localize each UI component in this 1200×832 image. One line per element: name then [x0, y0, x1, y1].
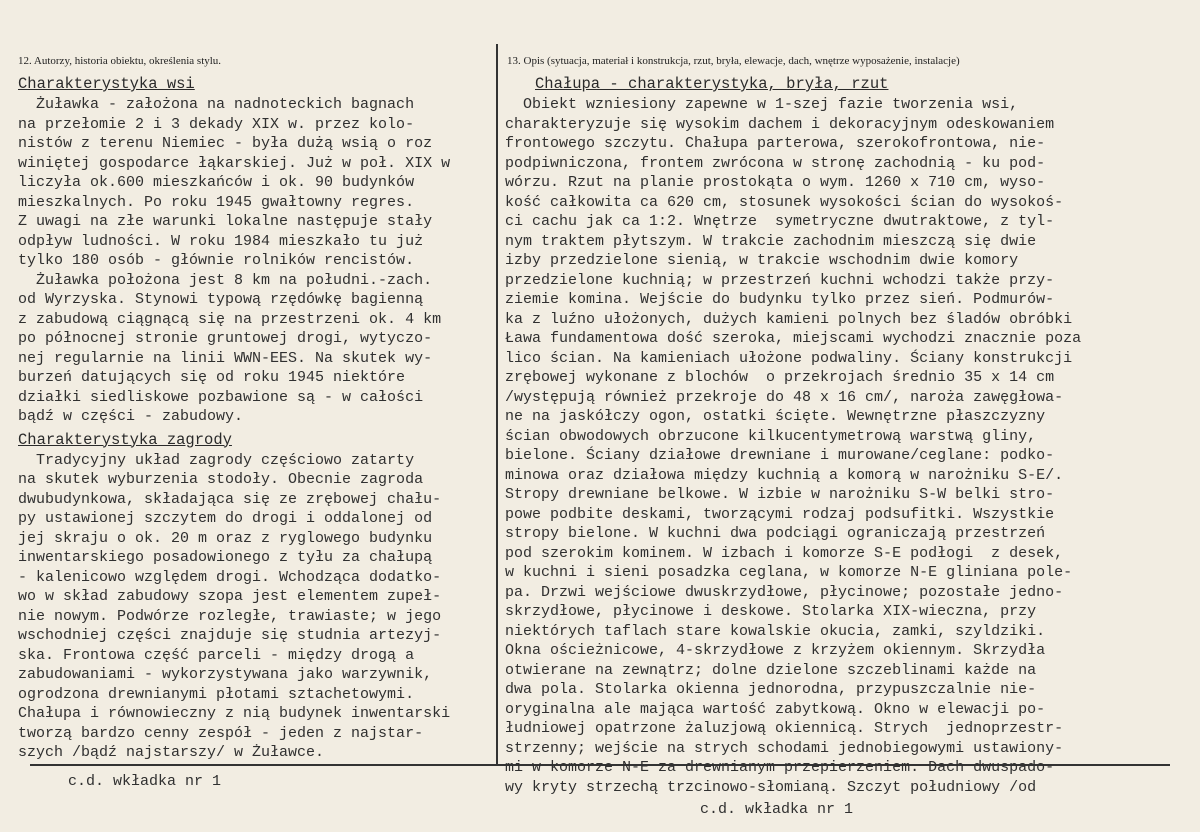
cottage-paragraph	[505, 95, 1185, 797]
text-line: niektórych taflach stare kowalskie okucia, zamki, szyldziki.	[505, 622, 1046, 640]
text-line: łudniowej opatrzone żaluzjową okiennicą. Strych jednoprzestr-	[505, 720, 1064, 737]
cottage-heading: Chałupa - charakterystyka, bryła, rzut	[535, 75, 889, 93]
village-paragraph	[18, 95, 488, 427]
text-line: charakteryzuje się wysokim dachem i dekoracyjnym odeskowaniem	[505, 115, 1055, 133]
left-continuation-note: c.d. wkładka nr 1	[68, 772, 222, 790]
text-line: nej regularnie na linii WWN-EES. Na skutek wy-	[18, 349, 433, 367]
text-line: z zabudową ciągnącą się na przestrzeni ok. 4 km	[18, 310, 442, 328]
text-line: otwierane na zewnątrz; dolne dzielone szczeblinami każde na	[505, 661, 1037, 679]
text-line: skrzydłowe, płycinowe i deskowe. Stolarka XIX-wieczna, przy	[505, 603, 1037, 620]
text-line: nistów z terenu Niemiec - była dużą wsią o roz	[18, 135, 433, 152]
text-line: bielone. Ściany działowe drewniane i murowane/ceglane: podko-	[505, 447, 1055, 464]
text-line: Tradycyjny układ zagrody częściowo zatarty	[18, 451, 415, 469]
left-column	[18, 55, 488, 790]
column-divider	[496, 44, 498, 764]
left-section-header: 12. Autorzy, historia obiektu, określenia stylu.	[18, 55, 222, 67]
text-line: oryginalna ale mająca wartość zabytkową. Okno w elewacji po-	[505, 700, 1046, 718]
text-line: odpływ ludności. W roku 1984 mieszkało tu już	[18, 232, 424, 250]
text-line: przedzielone kuchnią; w przestrzeń kuchni wchodzi także przy-	[505, 271, 1055, 289]
text-line: podpiwniczona, frontem zwrócona w stronę zachodnią - ku pod-	[505, 154, 1046, 172]
right-column	[505, 55, 1185, 818]
text-line: dwa pola. Stolarka okienna jednorodna, przypuszczalnie nie-	[505, 681, 1037, 698]
text-line: tylko 180 osób - głównie rolników rencistów.	[18, 252, 415, 269]
text-line: ska. Frontowa część parceli - między drogą a	[18, 646, 415, 664]
text-line: po północnej stronie gruntowej drogi, wytyczo-	[18, 330, 433, 347]
text-line: pa. Drzwi wejściowe dwuskrzydłowe, płycinowe; pozostałe jedno-	[505, 583, 1064, 601]
text-line: izby przedzielone sienią, w trakcie wschodnim dwie komory	[505, 252, 1019, 269]
text-line: inwentarskiego posadowionego z tyłu za chałupą	[18, 549, 433, 566]
text-line: /występują również przekroje do 48 x 16 cm/, naroża zawęgłowa-	[505, 388, 1064, 406]
text-line: stropy bielone. W kuchni dwa podciągi ograniczają przestrzeń	[505, 525, 1046, 542]
farmstead-paragraph	[18, 451, 488, 763]
text-line: - kalenicowo względem drogi. Wchodząca dodatko-	[18, 568, 442, 586]
text-line: w kuchni i sieni posadzka ceglana, w komorze N-E gliniana pole-	[505, 564, 1073, 581]
text-line: lico ścian. Na kamieniach ułożone podwaliny. Ściany konstrukcji	[505, 349, 1073, 367]
text-line: ci cachu jak ca 1:2. Wnętrze symetryczne dwutraktowe, z tyl-	[505, 213, 1055, 230]
text-line: py ustawionej szczytem do drogi i oddalonej od	[18, 510, 433, 527]
text-line: Z uwagi na złe warunki lokalne następuje stały	[18, 213, 433, 230]
text-line: nym traktem płytszym. W trakcie zachodnim mieszczą się dwie	[505, 232, 1037, 250]
text-line: wy kryty strzechą trzcinowo-słomianą. Szczyt południowy /od	[505, 778, 1037, 796]
text-line: ścian obwodowych obrzucone kilkucentymetrową warstwą gliny,	[505, 427, 1037, 445]
text-line: tworzą bardzo cenny zespół - jeden z najstar-	[18, 724, 424, 742]
text-line: pod szerokim kominem. W izbach i komorze S-E podłogi z desek,	[505, 544, 1064, 562]
text-line: minowa oraz działowa między kuchnią a komorą w narożniku S-E/.	[505, 466, 1064, 484]
text-line: wschodniej części znajduje się studnia artezyj-	[18, 627, 442, 644]
text-line: Stropy drewniane belkowe. W izbie w narożniku S-W belki stro-	[505, 486, 1055, 503]
text-line: ogrodzona drewnianymi płotami sztachetowymi.	[18, 685, 415, 703]
farmstead-heading: Charakterystyka zagrody	[18, 430, 232, 449]
text-line: szych /bądź najstarszy/ w Żuławce.	[18, 744, 325, 761]
text-line: Chałupa i równowieczny z nią budynek inwentarski	[18, 705, 451, 722]
text-line: mieszkalnych. Po roku 1945 gwałtowny regres.	[18, 193, 415, 211]
text-line: bądź w części - zabudowy.	[18, 408, 244, 425]
text-line: winiętej gospodarce łąkarskiej. Już w poł. XIX w	[18, 154, 451, 172]
text-line: wo w skład zabudowy szopa jest elementem zupeł-	[18, 588, 442, 605]
text-line: na skutek wyburzenia stodoły. Obecnie zagroda	[18, 471, 424, 488]
text-line: powe podbite deskami, tworzącymi rodzaj podsufitki. Wszystkie	[505, 505, 1055, 523]
right-continuation-note: c.d. wkładka nr 1	[700, 801, 854, 818]
text-line: od Wyrzyska. Stynowi typową rzędówkę bagienną	[18, 291, 424, 308]
text-line: zrębowej wykonane z blochów o przekrojach średnio 35 x 14 cm	[505, 369, 1055, 386]
text-line: dwubudynkowa, składająca się ze zrębowej chału-	[18, 490, 442, 508]
text-line: mi w komorze N-E za drewnianym przepierzeniem. Dach dwuspado-	[505, 759, 1055, 776]
text-line: ne na jaskółczy ogon, ostatki ścięte. Wewnętrzne płaszczyzny	[505, 408, 1046, 425]
text-line: Żuławka położona jest 8 km na południ.-zach.	[18, 271, 433, 289]
text-line: burzeń datujących się od roku 1945 niektóre	[18, 369, 406, 386]
village-heading: Charakterystyka wsi	[18, 75, 195, 93]
text-line: wórzu. Rzut na planie prostokąta o wym. 1260 x 710 cm, wyso-	[505, 174, 1046, 191]
text-line: Okna ościeżnicowe, 4-skrzydłowe z krzyżem okiennym. Skrzydła	[505, 642, 1046, 659]
right-section-header: 13. Opis (sytuacja, materiał i konstrukcja, rzut, bryła, elewacje, dach, wnętrze wyposażenie, instalacje)	[507, 55, 960, 67]
text-line: Ława fundamentowa dość szeroka, miejscami wychodzi znacznie poza	[505, 330, 1082, 347]
text-line: działki siedliskowe pozbawione są - w całości	[18, 388, 424, 406]
text-line: zabudowaniami - wykorzystywana jako warzywnik,	[18, 666, 433, 683]
text-line: Żuławka - założona na nadnoteckich bagnach	[18, 96, 415, 113]
text-line: ziemie komina. Wejście do budynku tylko przez sień. Podmurów-	[505, 291, 1055, 308]
text-line: nie nowym. Podwórze rozległe, trawiaste; w jego	[18, 607, 442, 625]
text-line: liczyła ok.600 mieszkańców i ok. 90 budynków	[18, 174, 415, 191]
text-line: kość całkowita ca 620 cm, stosunek wysokości ścian do wysokoś-	[505, 193, 1064, 211]
text-line: ka z luźno ułożonych, dużych kamieni polnych bez śladów obróbki	[505, 310, 1073, 328]
text-line: na przełomie 2 i 3 dekady XIX w. przez kolo-	[18, 115, 415, 133]
text-line: jej skraju o ok. 20 m oraz z ryglowego budynku	[18, 529, 433, 547]
text-line: Obiekt wzniesiony zapewne w 1-szej fazie tworzenia wsi,	[505, 96, 1019, 113]
text-line: strzenny; wejście na strych schodami jednobiegowymi ustawiony-	[505, 739, 1064, 757]
text-line: frontowego szczytu. Chałupa parterowa, szerokofrontowa, nie-	[505, 135, 1046, 152]
